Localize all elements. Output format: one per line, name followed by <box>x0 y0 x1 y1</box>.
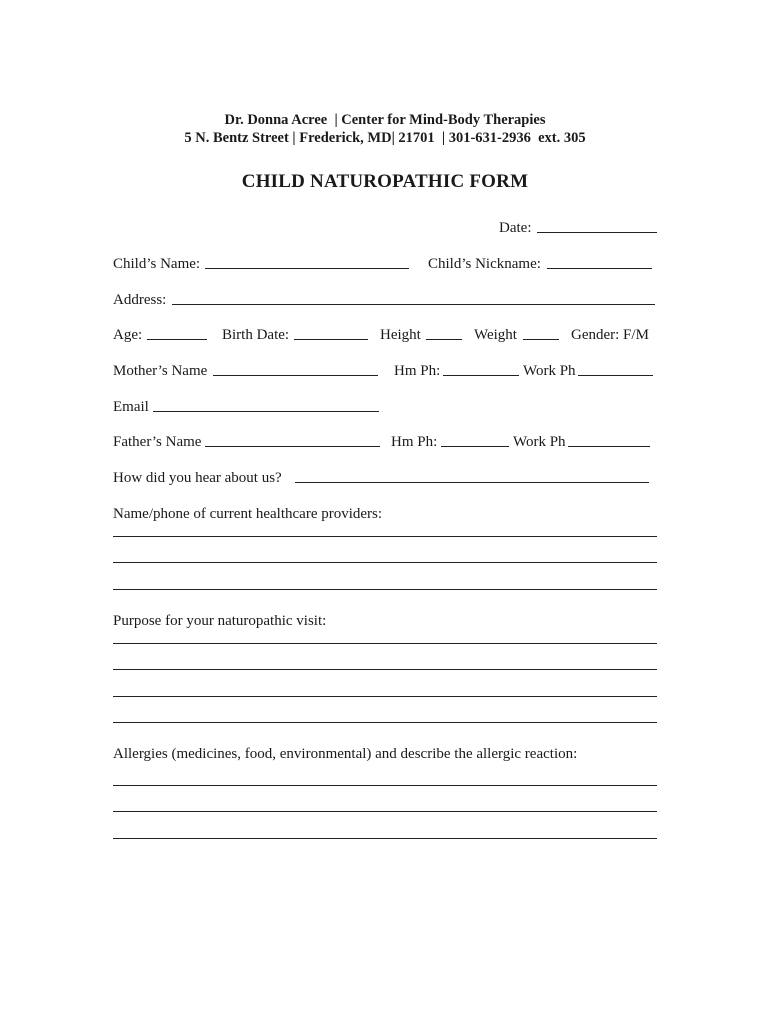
father-hm-ph-field[interactable] <box>441 446 509 447</box>
practitioner-header: Dr. Donna Acree | Center for Mind-Body Therapies <box>224 112 546 128</box>
date-label: Date: <box>499 220 532 236</box>
hear-about-label: How did you hear about us? <box>113 470 282 486</box>
mother-work-ph-field[interactable] <box>578 375 653 376</box>
address-label: Address: <box>113 292 167 308</box>
weight-label: Weight <box>474 327 517 343</box>
gender-label[interactable]: Gender: F/M <box>571 327 649 343</box>
fathers-name-label: Father’s Name <box>113 434 202 450</box>
fathers-name-field[interactable] <box>205 446 380 447</box>
allergies-line-2[interactable] <box>113 811 657 812</box>
birth-date-field[interactable] <box>294 339 368 340</box>
address-header: 5 N. Bentz Street | Frederick, MD| 21701 | 301-631-2936 ext. 305 <box>184 130 586 146</box>
allergies-label: Allergies (medicines, food, environmental) and describe the allergic reaction: <box>113 746 578 762</box>
address-field[interactable] <box>172 304 655 305</box>
providers-line-1[interactable] <box>113 536 657 537</box>
purpose-line-3[interactable] <box>113 696 657 697</box>
providers-line-2[interactable] <box>113 562 657 563</box>
father-hm-ph-label: Hm Ph: <box>391 434 438 450</box>
weight-field[interactable] <box>523 339 559 340</box>
childs-nickname-field[interactable] <box>547 268 652 269</box>
father-work-ph-label: Work Ph <box>513 434 566 450</box>
hear-about-field[interactable] <box>295 482 649 483</box>
email-field[interactable] <box>153 411 379 412</box>
purpose-line-4[interactable] <box>113 722 657 723</box>
father-work-ph-field[interactable] <box>568 446 650 447</box>
allergies-line-1[interactable] <box>113 785 657 786</box>
mother-hm-ph-field[interactable] <box>443 375 519 376</box>
providers-line-3[interactable] <box>113 589 657 590</box>
mothers-name-field[interactable] <box>213 375 378 376</box>
age-label: Age: <box>113 327 143 343</box>
age-field[interactable] <box>147 339 207 340</box>
childs-name-field[interactable] <box>205 268 409 269</box>
form-title: CHILD NATUROPATHIC FORM <box>241 171 529 192</box>
height-field[interactable] <box>426 339 462 340</box>
childs-nickname-label: Child’s Nickname: <box>428 256 541 272</box>
mother-hm-ph-label: Hm Ph: <box>394 363 441 379</box>
email-label: Email <box>113 399 149 415</box>
allergies-line-3[interactable] <box>113 838 657 839</box>
mothers-name-label: Mother’s Name <box>113 363 208 379</box>
purpose-line-2[interactable] <box>113 669 657 670</box>
mother-work-ph-label: Work Ph <box>523 363 576 379</box>
purpose-label: Purpose for your naturopathic visit: <box>113 613 327 629</box>
purpose-line-1[interactable] <box>113 643 657 644</box>
childs-name-label: Child’s Name: <box>113 256 201 272</box>
providers-label: Name/phone of current healthcare providers: <box>113 506 383 522</box>
date-field[interactable] <box>537 232 657 233</box>
birth-date-label: Birth Date: <box>222 327 290 343</box>
height-label: Height <box>380 327 421 343</box>
